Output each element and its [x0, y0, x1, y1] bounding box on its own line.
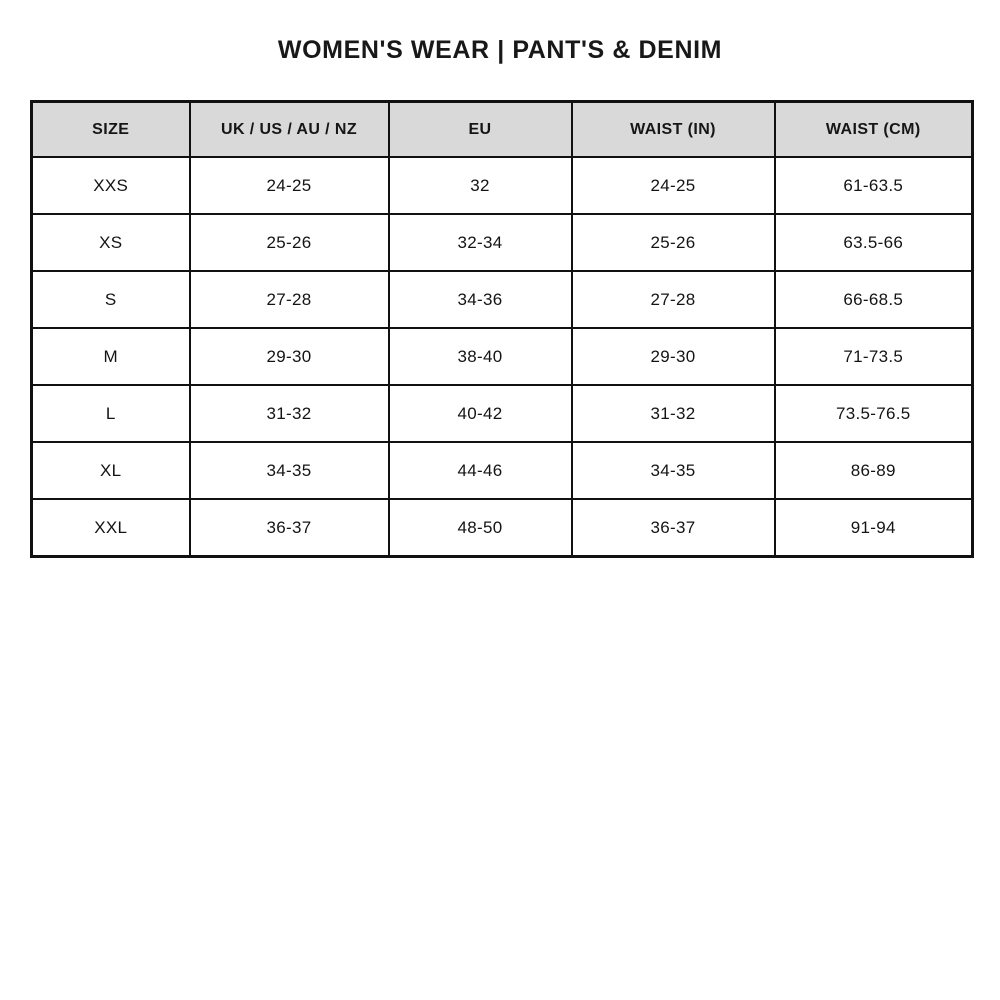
- cell-uk-us-au-nz: 31-32: [190, 385, 389, 442]
- cell-uk-us-au-nz: 27-28: [190, 271, 389, 328]
- table-body: [32, 157, 973, 557]
- cell-waist-cm: 61-63.5: [775, 157, 973, 214]
- cell-waist-in: 24-25: [572, 157, 775, 214]
- cell-uk-us-au-nz: 36-37: [190, 499, 389, 557]
- cell-eu: 44-46: [389, 442, 572, 499]
- column-header-waist-in: WAIST (IN): [572, 102, 775, 158]
- column-header-uk-us-au-nz: UK / US / AU / NZ: [190, 102, 389, 158]
- cell-waist-in: 31-32: [572, 385, 775, 442]
- table-header: [32, 102, 973, 158]
- cell-uk-us-au-nz: 29-30: [190, 328, 389, 385]
- page-title: WOMEN'S WEAR | PANT'S & DENIM: [277, 36, 723, 64]
- header-row: [32, 102, 973, 158]
- table-row: [32, 499, 973, 557]
- table-row: [32, 442, 973, 499]
- table-row: [32, 157, 973, 214]
- table-row: [32, 328, 973, 385]
- table-row: [32, 385, 973, 442]
- cell-waist-cm: 66-68.5: [775, 271, 973, 328]
- cell-size: S: [32, 271, 190, 328]
- table-row: [32, 271, 973, 328]
- cell-uk-us-au-nz: 25-26: [190, 214, 389, 271]
- cell-waist-in: 27-28: [572, 271, 775, 328]
- cell-size: XXL: [32, 499, 190, 557]
- cell-size: XL: [32, 442, 190, 499]
- cell-waist-cm: 63.5-66: [775, 214, 973, 271]
- cell-waist-in: 25-26: [572, 214, 775, 271]
- column-header-waist-cm: WAIST (CM): [775, 102, 973, 158]
- cell-waist-cm: 73.5-76.5: [775, 385, 973, 442]
- cell-eu: 34-36: [389, 271, 572, 328]
- cell-uk-us-au-nz: 34-35: [190, 442, 389, 499]
- column-header-size: SIZE: [32, 102, 190, 158]
- cell-waist-cm: 86-89: [775, 442, 973, 499]
- cell-size: L: [32, 385, 190, 442]
- column-header-eu: EU: [389, 102, 572, 158]
- size-chart-table: [30, 100, 974, 558]
- cell-uk-us-au-nz: 24-25: [190, 157, 389, 214]
- cell-eu: 38-40: [389, 328, 572, 385]
- cell-size: XXS: [32, 157, 190, 214]
- cell-size: XS: [32, 214, 190, 271]
- cell-eu: 32-34: [389, 214, 572, 271]
- cell-eu: 48-50: [389, 499, 572, 557]
- cell-waist-cm: 91-94: [775, 499, 973, 557]
- cell-waist-cm: 71-73.5: [775, 328, 973, 385]
- cell-size: M: [32, 328, 190, 385]
- cell-waist-in: 29-30: [572, 328, 775, 385]
- cell-eu: 32: [389, 157, 572, 214]
- cell-waist-in: 34-35: [572, 442, 775, 499]
- cell-eu: 40-42: [389, 385, 572, 442]
- table-row: [32, 214, 973, 271]
- cell-waist-in: 36-37: [572, 499, 775, 557]
